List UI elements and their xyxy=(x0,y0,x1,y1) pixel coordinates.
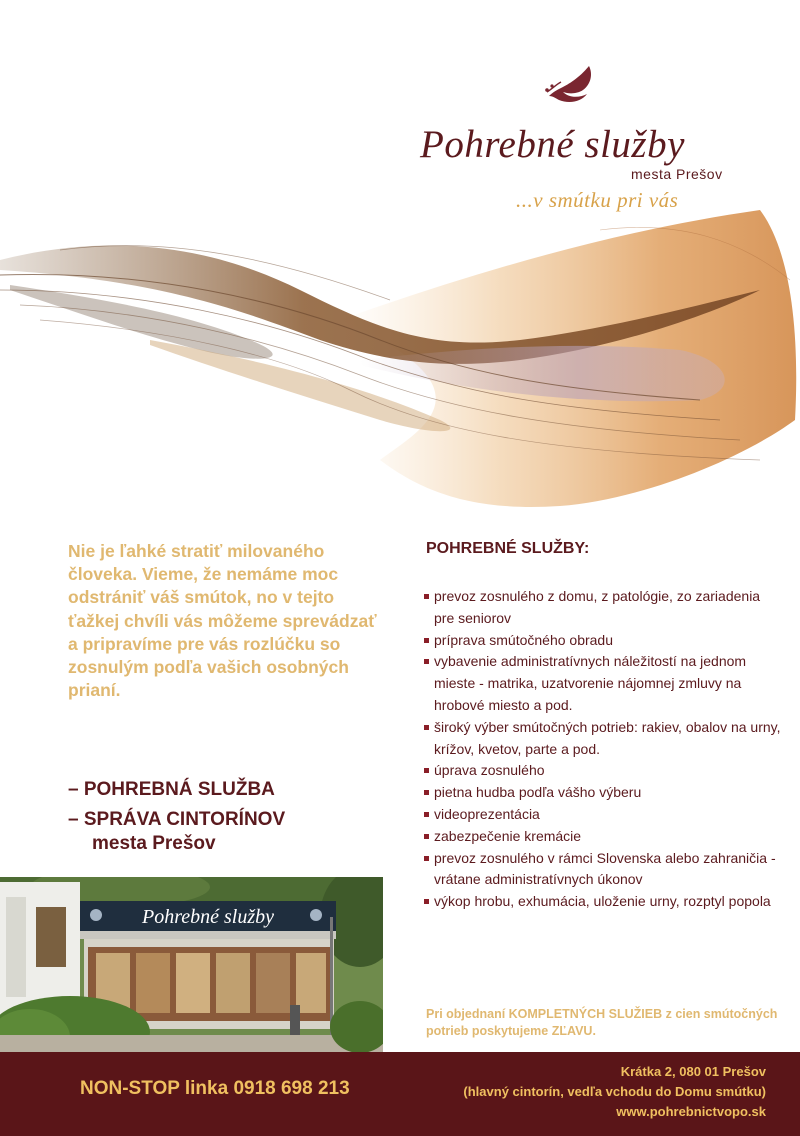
services-title: POHREBNÉ SLUŽBY: xyxy=(426,540,590,557)
service-item: videoprezentácia xyxy=(424,804,784,826)
brand-tagline: ...v smútku pri vás xyxy=(516,188,679,212)
service-item: úprava zosnulého xyxy=(424,760,784,782)
discount-note: Pri objednaní KOMPLETNÝCH SLUŽIEB z cien smútočných potrieb poskytujeme ZĽAVU. xyxy=(426,1007,778,1038)
services-list xyxy=(424,586,784,913)
footer-bar xyxy=(0,1052,800,1136)
service-item: výkop hrobu, exhumácia, uloženie urny, rozptyl popola xyxy=(424,891,784,913)
contact-address xyxy=(463,1062,766,1122)
intro-text: Nie je ľahké stratiť milovaného človeka. Vieme, že nemáme moc odstrániť váš smútok, no v tejto ťažkej chvíli vás môžeme sprevádzať a pripravíme pre vás rozlúčku so zosnulým podľa vašich osobných prianí. xyxy=(68,541,377,701)
brand-name: Pohrebné služby xyxy=(420,123,685,166)
divisions-list xyxy=(68,778,285,856)
address-line: Krátka 2, 080 01 Prešov xyxy=(620,1064,766,1079)
service-item: prevoz zosnulého v rámci Slovenska alebo zahraničia - vrátane administratívnych úkonov xyxy=(424,848,784,892)
division-cemetery-city: mesta Prešov xyxy=(92,833,216,854)
website-link[interactable]: www.pohrebnictvopo.sk xyxy=(616,1104,766,1119)
address-note: (hlavný cintorín, vedľa vchodu do Domu smútku) xyxy=(463,1084,766,1099)
nonstop-phone[interactable]: NON-STOP linka 0918 698 213 xyxy=(80,1078,350,1099)
dove-icon xyxy=(543,64,603,114)
brand-subtitle: mesta Prešov xyxy=(631,166,723,182)
watercolor-wave-illustration xyxy=(0,190,800,520)
building-sign-text: Pohrebné služby xyxy=(141,906,275,928)
service-item: zabezpečenie kremácie xyxy=(424,826,784,848)
division-funeral-service: – POHREBNÁ SLUŽBA xyxy=(68,779,275,800)
service-item: široký výber smútočných potrieb: rakiev, obalov na urny, krížov, kvetov, parte a pod. xyxy=(424,717,784,761)
service-item: vybavenie administratívnych náležitostí na jednom mieste - matrika, uzatvorenie nájomnej zmluvy na hrobové miesto a pod. xyxy=(424,651,784,716)
building-photo xyxy=(0,877,383,1054)
company-logo xyxy=(420,64,750,224)
service-item: pietna hudba podľa vášho výberu xyxy=(424,782,784,804)
service-item: príprava smútočného obradu xyxy=(424,630,784,652)
division-cemetery-management: – SPRÁVA CINTORÍNOV xyxy=(68,809,286,830)
service-item: prevoz zosnulého z domu, z patológie, zo zariadenia pre seniorov xyxy=(424,586,784,630)
